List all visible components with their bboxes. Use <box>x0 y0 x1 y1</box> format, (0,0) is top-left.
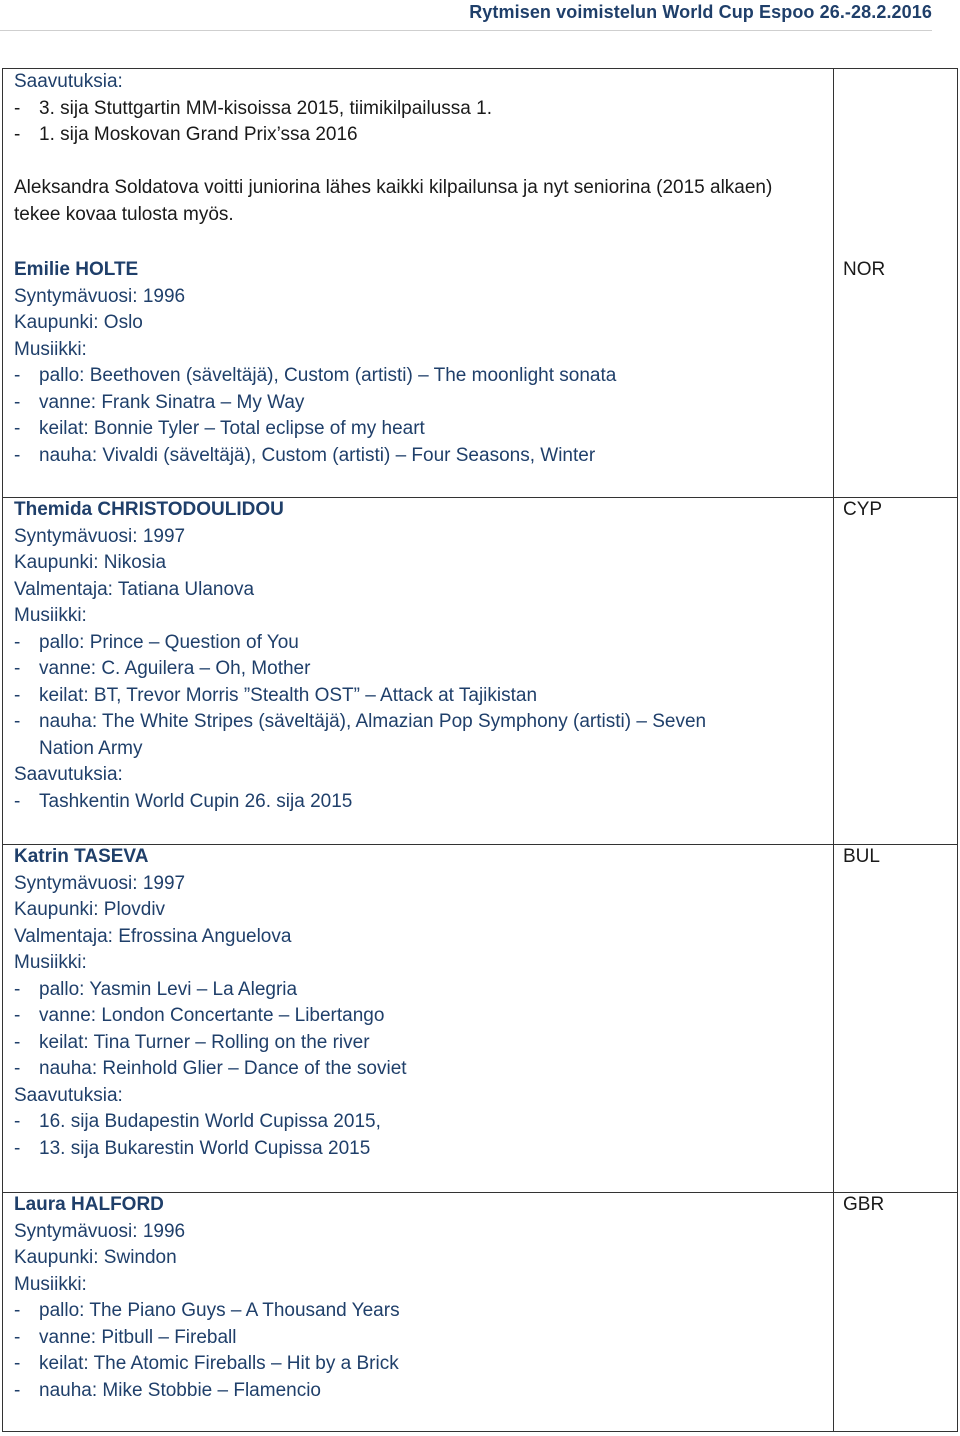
music-item-continuation: Nation Army <box>39 737 143 759</box>
music-label: Musiikki: <box>14 1273 87 1295</box>
achievement-item: - 16. sija Budapestin World Cupissa 2015, <box>14 1109 833 1136</box>
coach-value: Efrossina Anguelova <box>112 925 292 947</box>
city-value: Plovdiv <box>98 899 166 920</box>
music-item: - keilat: Bonnie Tyler – Total eclipse of my heart <box>14 416 833 443</box>
list-item: - 3. sija Stuttgartin MM-kisoissa 2015, tiimikilpailussa 1. <box>14 96 833 123</box>
athlete-table <box>2 68 958 1432</box>
city-value: Oslo <box>98 312 143 333</box>
achievements-label: Saavutuksia: <box>14 1084 123 1106</box>
music-item: - nauha: The White Stripes (säveltäjä), Almazian Pop Symphony (artisti) – Seven <box>14 709 833 736</box>
country-code: GBR <box>843 1194 885 1215</box>
achievement-item: - Tashkentin World Cupin 26. sija 2015 <box>14 789 833 816</box>
athlete-name: Emilie HOLTE <box>14 259 139 280</box>
birth-label: Syntymävuosi: <box>14 525 138 547</box>
city-label: Kaupunki: <box>14 1247 99 1268</box>
achievements-label: Saavutuksia: <box>14 71 123 92</box>
music-item: - keilat: Tina Turner – Rolling on the river <box>14 1030 833 1057</box>
list-item: - 1. sija Moskovan Grand Prix’ssa 2016 <box>14 122 833 149</box>
coach-label: Valmentaja: <box>14 925 113 947</box>
athlete-name: Laura HALFORD <box>14 1194 164 1215</box>
music-item: - keilat: BT, Trevor Morris ”Stealth OST” – Attack at Tajikistan <box>14 683 833 710</box>
music-item: - vanne: London Concertante – Libertango <box>14 1003 833 1030</box>
city-value: Nikosia <box>98 552 167 573</box>
birth-label: Syntymävuosi: <box>14 285 138 307</box>
music-label: Musiikki: <box>14 605 87 626</box>
music-label: Musiikki: <box>14 952 87 973</box>
table-row-athlete <box>3 844 833 1162</box>
music-item: - vanne: Frank Sinatra – My Way <box>14 390 833 417</box>
birth-value: 1997 <box>137 872 186 894</box>
music-item: - nauha: Vivaldi (säveltäjä), Custom (artisti) – Four Seasons, Winter <box>14 443 833 470</box>
achievements-label: Saavutuksia: <box>14 764 123 785</box>
city-value: Swindon <box>98 1247 177 1268</box>
paragraph-line: Aleksandra Soldatova voitti juniorina lähes kaikki kilpailunsa ja nyt seniorina (2015 alkaen) <box>14 177 773 198</box>
birth-value: 1996 <box>137 1220 186 1242</box>
music-item: - pallo: Yasmin Levi – La Alegria <box>14 977 833 1004</box>
birth-label: Syntymävuosi: <box>14 872 138 894</box>
athlete-name: Katrin TASEVA <box>14 846 149 867</box>
athlete-name: Themida CHRISTODOULIDOU <box>14 499 284 520</box>
birth-label: Syntymävuosi: <box>14 1220 138 1242</box>
coach-label: Valmentaja <box>14 578 108 600</box>
coach-value: : Tatiana Ulanova <box>107 578 255 600</box>
paragraph-line: tekee kovaa tulosta myös. <box>14 203 234 225</box>
birth-value: 1997 <box>137 525 186 547</box>
music-item: - pallo: Beethoven (säveltäjä), Custom (artisti) – The moonlight sonata <box>14 363 833 390</box>
table-row-athlete <box>3 257 833 469</box>
music-item: - vanne: Pitbull – Fireball <box>14 1325 833 1352</box>
country-code: NOR <box>843 259 886 280</box>
country-code: BUL <box>843 846 880 867</box>
music-item: - pallo: The Piano Guys – A Thousand Years <box>14 1298 833 1325</box>
music-label: Musiikki: <box>14 338 87 360</box>
table-row-intro <box>3 69 833 228</box>
header-rule <box>0 30 932 31</box>
birth-value: 1996 <box>137 285 186 307</box>
music-item: - nauha: Reinhold Glier – Dance of the soviet <box>14 1056 833 1083</box>
city-label: Kaupunki: <box>14 899 99 920</box>
table-row-athlete <box>3 497 833 815</box>
city-label: Kaupunki: <box>14 552 99 573</box>
music-item: - nauha: Mike Stobbie – Flamencio <box>14 1378 833 1405</box>
city-label: Kaupunki: <box>14 312 99 333</box>
document-header-title: Rytmisen voimistelun World Cup Espoo 26.-28.2.2016 <box>469 2 932 22</box>
music-item: - keilat: The Atomic Fireballs – Hit by a Brick <box>14 1351 833 1378</box>
music-item: - vanne: C. Aguilera – Oh, Mother <box>14 656 833 683</box>
music-item: - pallo: Prince – Question of You <box>14 630 833 657</box>
table-row-athlete <box>3 1192 833 1404</box>
country-code: CYP <box>843 499 883 520</box>
achievement-item: - 13. sija Bukarestin World Cupissa 2015 <box>14 1136 833 1163</box>
